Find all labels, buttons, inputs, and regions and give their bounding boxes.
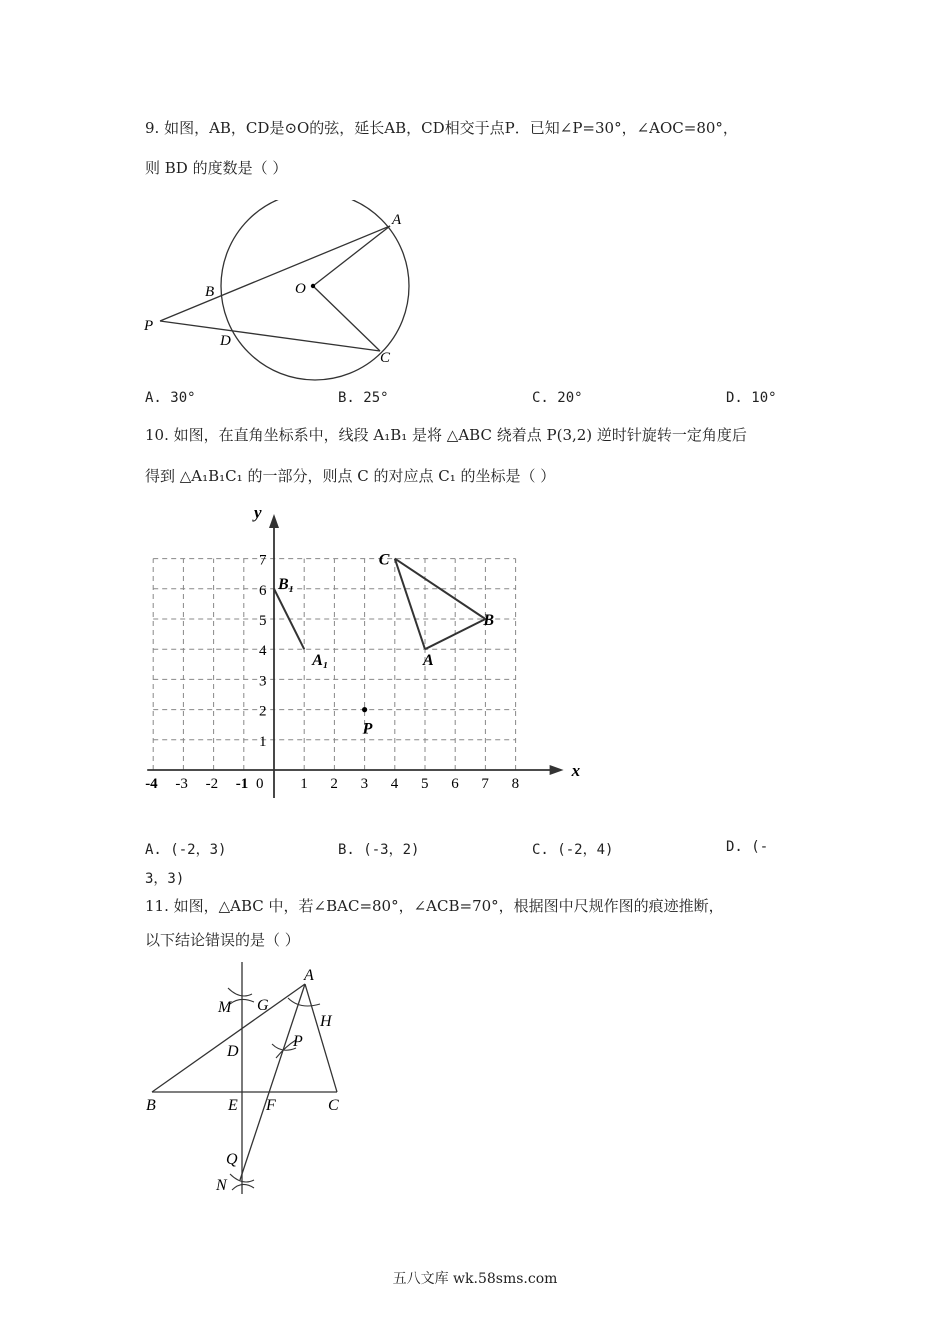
- q10-coordinate-plane: [140, 500, 580, 800]
- q10-option-d[interactable]: D. (-: [726, 839, 769, 855]
- x-tick-label: 7: [481, 776, 489, 792]
- y-tick-label: 7: [259, 552, 267, 569]
- q11-label: G: [257, 997, 269, 1014]
- point-label: B: [483, 612, 495, 629]
- x-tick-label: 2: [330, 776, 338, 792]
- x-tick-label: 0: [256, 776, 264, 792]
- q9-line-PA: [160, 226, 390, 321]
- q9-option-d[interactable]: D. 10°: [726, 390, 777, 406]
- q10-option-c[interactable]: C. (-2，4): [532, 842, 614, 858]
- q11-label: B: [146, 1097, 156, 1114]
- x-axis-arrow: [550, 765, 564, 775]
- x-tick-label: -3: [175, 776, 188, 792]
- q9-circle-figure: [140, 200, 440, 385]
- point-label: C: [378, 551, 390, 569]
- q9-label: A: [392, 212, 402, 228]
- x-tick-label: 4: [390, 776, 399, 792]
- point-label: P: [362, 720, 373, 738]
- footer-watermark: 五八文库 wk.58sms.com: [392, 1271, 558, 1287]
- point-label: A₁: [312, 652, 329, 670]
- q9-label: B: [205, 284, 215, 300]
- q11-stem-line2: 以下结论错误的是（ ）: [145, 931, 300, 949]
- x-tick-label: -1: [235, 776, 249, 792]
- q11-stem-line1: 11. 如图，△ABC 中，若∠BAC=80°，∠ACB=70°，根据图中尺规作图的痕迹推断，: [145, 897, 724, 915]
- y-tick-label: 6: [259, 582, 267, 599]
- segment-C-A: [395, 559, 425, 650]
- q9-center-dot: [311, 284, 315, 288]
- point-P-dot: [362, 707, 367, 712]
- q11-construction-figure: [140, 958, 370, 1198]
- q9-option-a[interactable]: A. 30°: [145, 390, 196, 406]
- q11-label: M: [218, 999, 232, 1016]
- y-tick-label: 5: [259, 613, 267, 629]
- x-tick-label: -4: [145, 776, 158, 792]
- q10-option-a[interactable]: A. (-2，3): [145, 842, 227, 858]
- q11-label: Q: [226, 1151, 238, 1168]
- y-tick-label: 1: [259, 733, 267, 750]
- q11-side-AC: [305, 984, 337, 1092]
- q11-arc-M-1: [228, 988, 252, 996]
- q11-label: E: [228, 1097, 238, 1114]
- x-axis-label: x: [571, 761, 580, 780]
- q9-label: D: [220, 333, 231, 349]
- q9-line-PC: [160, 321, 380, 351]
- x-tick-label: 6: [451, 776, 459, 792]
- x-tick-label: 3: [360, 776, 369, 792]
- q11-label: D: [227, 1043, 239, 1060]
- q10-stem-line1: 10. 如图，在直角坐标系中，线段 A₁B₁ 是将 △ABC 绕着点 P(3,2) 逆时针旋转一定角度后: [145, 426, 747, 444]
- y-axis-label: y: [254, 503, 262, 522]
- q11-label: N: [216, 1177, 227, 1194]
- q9-label: O: [295, 281, 306, 297]
- q11-angle-bisector: [240, 984, 305, 1180]
- q9-radius-OC: [313, 286, 380, 351]
- q11-label: A: [304, 967, 314, 984]
- q9-option-c[interactable]: C. 20°: [532, 390, 583, 406]
- q11-label: H: [320, 1013, 332, 1030]
- point-label: A: [423, 652, 434, 670]
- y-tick-label: 3: [259, 673, 267, 690]
- q10-option-d-continued: 3，3): [145, 871, 185, 887]
- x-tick-label: 8: [511, 776, 520, 792]
- y-tick-label: 2: [259, 703, 267, 720]
- q9-label: P: [144, 318, 154, 334]
- q11-label: F: [266, 1097, 276, 1114]
- point-label: B₁: [278, 575, 295, 593]
- x-tick-label: -2: [205, 776, 219, 792]
- q9-label: C: [380, 350, 391, 366]
- y-tick-label: 4: [259, 643, 267, 660]
- q11-label: C: [328, 1097, 339, 1114]
- x-tick-label: 5: [421, 776, 429, 792]
- q10-stem-line2: 得到 △A₁B₁C₁ 的一部分，则点 C 的对应点 C₁ 的坐标是（ ）: [145, 467, 556, 485]
- q11-label: P: [293, 1033, 303, 1050]
- q10-option-b[interactable]: B. (-3，2): [338, 842, 420, 858]
- q9-option-b[interactable]: B. 25°: [338, 390, 389, 406]
- q9-stem-line1: 9. 如图，AB，CD是⊙O的弦，延长AB，CD相交于点P．已知∠P=30°，∠AOC=80°，: [145, 119, 738, 137]
- x-tick-label: 1: [300, 776, 308, 792]
- q11-arc-N-2: [232, 1184, 254, 1190]
- y-axis-arrow: [269, 514, 279, 528]
- q9-radius-OA: [313, 226, 390, 286]
- q11-arc-GH: [288, 998, 320, 1006]
- q9-stem-line2: 则 BD 的度数是（ ）: [145, 159, 288, 177]
